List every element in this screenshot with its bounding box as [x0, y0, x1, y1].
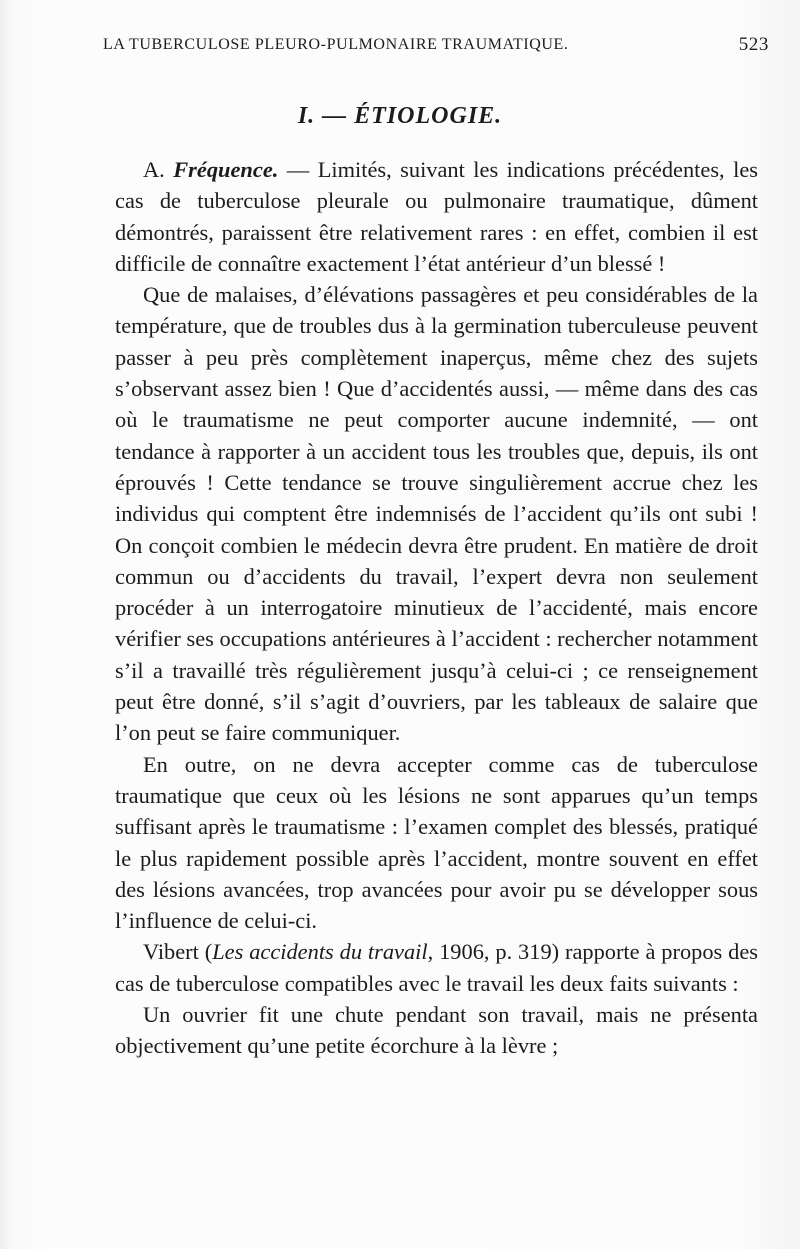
reference-title: Les accidents du travail [212, 939, 428, 965]
page-number: 523 [738, 34, 769, 55]
paragraph-ouvrier: Un ouvrier fit une chute pendant son travail, mais ne présenta objectivement qu’une petite écorchure à la lèvre ; [115, 1002, 758, 1059]
subsection-heading: Fréquence. [173, 157, 279, 182]
body-text [115, 154, 758, 1062]
paragraph-frequence [115, 154, 758, 279]
paragraph-en-outre: En outre, on ne devra accepter comme cas de tuberculose traumatique que ceux où les lésions ne sont apparues qu’un temps suffisant après le traumatisme : l’examen complet des blessés, pratiqué le plus rapidement possible après l’accident, montre souvent en effet des lésions avancées, trop avancées pour avoir pu se développer sous l’influence de celui-ci. [115, 751, 758, 934]
paragraph-text: , 1906, p. 319) rapporte à propos des cas de tuberculose compatibles avec le travail les deux faits suivants : [115, 939, 758, 996]
subsection-label: A. [143, 157, 165, 182]
running-title: LA TUBERCULOSE PLEURO-PULMONAIRE TRAUMATIQUE. [103, 36, 569, 53]
paragraph-vibert [115, 936, 758, 999]
paragraph-text: Vibert ( [143, 939, 213, 965]
paragraph-text: — Limités, suivant les indications précédentes, les cas de tuberculose pleurale ou pulmonaire traumatique, dûment démontrés, paraissent être relativement rares : en effet, combien il est difficile de connaître exactement l’état antérieur d’un blessé ! [115, 157, 758, 276]
section-heading: I. — ÉTIOLOGIE. [297, 103, 503, 129]
paragraph-malaises: Que de malaises, d’élévations passagères et peu considérables de la température, que de troubles dus à la germination tuberculeuse peuvent passer à peu près complètement inaperçus, même chez des sujets s’observant assez bien ! Que d’accidentés aussi, — même dans des cas où le traumatisme ne peut comporter aucune indemnité, — ont tendance à rapporter à un accident tous les troubles que, depuis, ils ont éprouvés ! Cette tendance se trouve singulièrement accrue chez les individus qui comptent être indemnisés de l’accident qu’ils ont subi ! On conçoit combien le médecin devra être prudent. En matière de droit commun ou d’accidents du travail, l’expert devra non seulement procéder à un interrogatoire minutieux de l’accidenté, mais encore vérifier ses occupations antérieures à l’accident : rechercher notamment s’il a travaillé très régulièrement jusqu’à celui-ci ; ce renseignement peut être donné, s’il s’agit d’ouvriers, par les tableaux de salaire que l’on peut se faire communiquer. [115, 282, 758, 746]
running-header [103, 30, 769, 60]
